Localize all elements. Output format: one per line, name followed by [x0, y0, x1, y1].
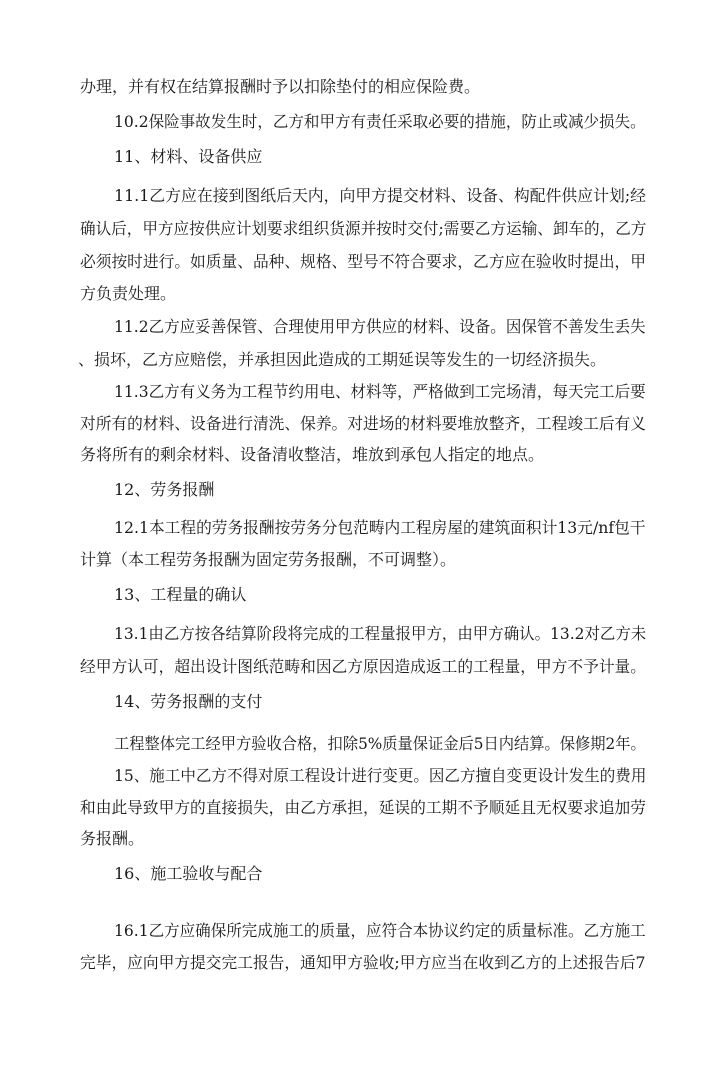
- text-line: 11.3乙方有义务为工程节约用电、材料等，严格做到工完场清，每天完工后要: [114, 382, 646, 401]
- text-line: 11.1乙方应在接到图纸后天内，向甲方提交材料、设备、构配件供应计划;经: [114, 186, 647, 205]
- text-line: 11.2乙方应妥善保管、合理使用甲方供应的材料、设备。因保管不善发生丢失: [114, 317, 646, 336]
- text-line: 、损坏，乙方应赔偿，并承担因此造成的工期延误等发生的一切经济损失。: [78, 350, 607, 369]
- section-heading: 14、劳务报酬的支付: [114, 692, 263, 711]
- text-line: 办理，并有权在结算报酬时予以扣除垫付的相应保险费。: [80, 77, 481, 96]
- text-line: 经甲方认可，超出设计图纸范畴和因乙方原因造成返工的工程量，甲方不予计量。: [80, 657, 646, 676]
- text-line: 必须按时进行。如质量、品种、规格、型号不符合要求，乙方应在验收时提出，甲: [80, 252, 646, 271]
- text-line: 13.1由乙方按各结算阶段将完成的工程量报甲方，由甲方确认。13.2对乙方未: [114, 624, 647, 643]
- text-line: 和由此导致甲方的直接损失，由乙方承担，延误的工期不予顺延且无权要求追加劳: [80, 798, 646, 817]
- text-line: 15、施工中乙方不得对原工程设计进行变更。因乙方擅自变更设计发生的费用: [114, 766, 647, 785]
- section-heading: 11、材料、设备供应: [114, 147, 263, 166]
- text-line: 工程整体完工经甲方验收合格，扣除5%质量保证金后5日内结算。保修期2年。: [114, 734, 646, 753]
- text-line: 方负责处理。: [80, 284, 177, 303]
- section-heading: 13、工程量的确认: [114, 585, 247, 604]
- text-line: 务报酬。: [80, 829, 145, 848]
- text-line: 12.1本工程的劳务报酬按劳务分包范畴内工程房屋的建筑面积计13元/nf包干: [114, 518, 646, 537]
- text-line: 对所有的材料、设备进行清洗、保养。对进场的材料要堆放整齐，工程竣工后有义: [80, 414, 646, 433]
- text-line: 16.1乙方应确保所完成施工的质量，应符合本协议约定的质量标准。乙方施工: [114, 921, 646, 940]
- text-line: 计算（本工程劳务报酬为固定劳务报酬，不可调整）。: [80, 550, 457, 569]
- text-line: 务将所有的剩余材料、设备清收整洁，堆放到承包人指定的地点。: [80, 445, 545, 464]
- section-heading: 12、劳务报酬: [114, 480, 215, 499]
- section-heading: 16、施工验收与配合: [114, 864, 263, 883]
- text-line: 确认后，甲方应按供应计划要求组织货源并按时交付;需要乙方运输、卸车的，乙方: [80, 219, 647, 238]
- text-line: 10.2保险事故发生时，乙方和甲方有责任采取必要的措施，防止或减少损失。: [114, 112, 646, 131]
- text-line: 完毕，应向甲方提交完工报告，通知甲方验收;甲方应当在收到乙方的上述报告后7: [80, 953, 646, 972]
